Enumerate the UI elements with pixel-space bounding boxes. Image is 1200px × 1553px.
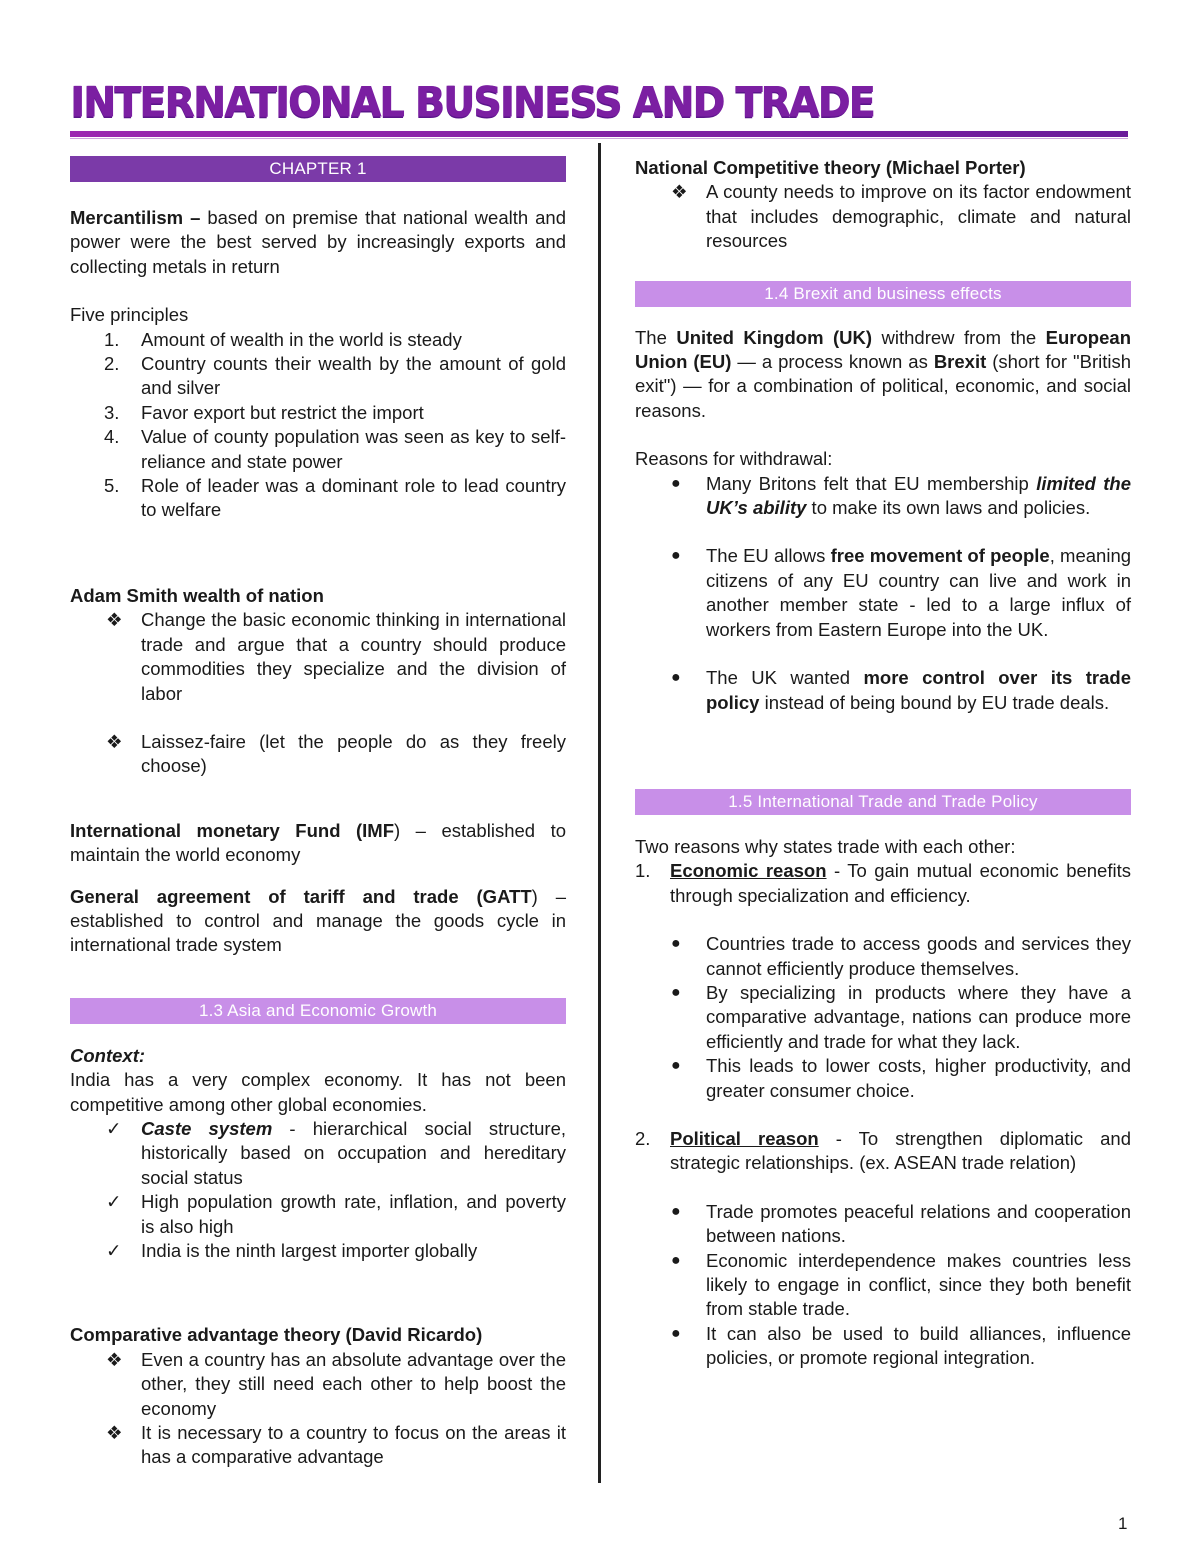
political-reason [635, 1127, 1131, 1176]
porter-heading: National Competitive theory (Michael Porter) [635, 157, 1026, 178]
reasons-heading: Reasons for withdrawal: [635, 448, 833, 470]
list-item: ❖ Even a country has an absolute advantage over the other, they still need each other to help boost the economy [106, 1348, 566, 1419]
chapter-banner: CHAPTER 1 [70, 156, 566, 182]
list-item: ● The UK wanted more control over its trade policy instead of being bound by EU trade deals. [671, 667, 1131, 713]
mercantilism-definition: Mercantilism – based on premise that national wealth and power were the best served by increasingly exports and collecting metals in return [70, 207, 567, 277]
list-item: 5. Role of leader was a dominant role to lead country to welfare [104, 475, 566, 521]
bullet-icon: ● [671, 474, 681, 492]
title-underline [70, 131, 1128, 137]
list-item: ❖ It is necessary to a country to focus on the areas it has a comparative advantage [106, 1422, 566, 1468]
diamond-bullet-icon: ❖ [106, 730, 123, 752]
bullet-icon: ● [671, 1251, 681, 1269]
context-text: India has a very complex economy. It has not been competitive among other global economies. [70, 1069, 566, 1115]
checkmark-icon: ✓ [106, 1117, 122, 1139]
list-item: 1. Amount of wealth in the world is steady [104, 328, 462, 350]
list-item: 2. Political reason - To strengthen diplomatic and strategic relationships. (ex. ASEAN trade relation) [635, 1127, 1132, 1174]
list-item: ● Countries trade to access goods and services they cannot efficiently produce themselves. [671, 933, 1131, 979]
title-underline-thin [70, 138, 1128, 139]
document-title: INTERNATIONAL BUSINESS AND TRADE [70, 78, 874, 128]
economic-reason-list [635, 932, 1131, 1103]
reasons-list [635, 472, 1131, 715]
imf-definition: International monetary Fund (IMF) – established to maintain the world economy [70, 819, 566, 866]
page-number: 1 [1118, 1514, 1128, 1533]
bullet-icon: ● [671, 1057, 681, 1075]
principles-list [70, 328, 566, 523]
list-item: ❖ Laissez-faire (let the people do as they freely choose) [106, 730, 566, 777]
india-list [70, 1117, 566, 1263]
checkmark-icon: ✓ [106, 1240, 122, 1261]
list-item: ✓ High population growth rate, inflation, and poverty is also high [106, 1191, 566, 1237]
porter-list [635, 180, 1131, 253]
ricardo-heading: Comparative advantage theory (David Ricardo) [70, 1324, 483, 1346]
list-item: ✓ India is the ninth largest importer globally [70, 1239, 566, 1263]
trade-intro: Two reasons why states trade with each other: [635, 835, 1016, 857]
list-item: ✓ Caste system - hierarchical social structure, historically based on occupation and hereditary social status [106, 1117, 566, 1188]
list-item: ● Trade promotes peaceful relations and cooperation between nations. [671, 1200, 1131, 1247]
smith-heading: Adam Smith wealth of nation [70, 584, 324, 606]
column-divider [598, 143, 601, 1483]
bullet-icon: ● [671, 547, 681, 565]
left-column [70, 156, 566, 1470]
political-reason-list [635, 1200, 1131, 1371]
diamond-bullet-icon: ❖ [106, 1348, 123, 1370]
list-item: ● It can also be used to build alliances, influence policies, or promote regional integration. [671, 1322, 1131, 1369]
economic-reason [635, 859, 1131, 908]
checkmark-icon: ✓ [106, 1191, 122, 1213]
gatt-definition: General agreement of tariff and trade (GATT) – established to control and manage the goods cycle in international trade system [70, 885, 566, 956]
list-item: ● The EU allows free movement of people, meaning citizens of any EU country can live and work in another member state - led to a large influx of workers from Eastern Europe into the UK. [671, 545, 1132, 640]
list-item: ❖ Change the basic economic thinking in international trade and argue that a country should produce commodities they specialize and the division of labor [106, 609, 566, 704]
list-item: 3. Favor export but restrict the import [104, 401, 424, 423]
bullet-icon: ● [671, 1202, 681, 1220]
ricardo-list [70, 1348, 566, 1470]
list-item: 4. Value of county population was seen as key to self-reliance and state power [104, 426, 566, 472]
context-label: Context: [70, 1044, 146, 1066]
list-item: ● Economic interdependence makes countries less likely to engage in conflict, since they both benefit from stable trade. [671, 1249, 1131, 1320]
list-item: 2. Country counts their wealth by the amount of gold and silver [104, 353, 566, 399]
asia-banner: 1.3 Asia and Economic Growth [70, 998, 566, 1024]
diamond-bullet-icon: ❖ [671, 181, 688, 203]
brexit-banner: 1.4 Brexit and business effects [635, 281, 1131, 307]
bullet-icon: ● [671, 669, 681, 687]
mercantilism-term: Mercantilism – [70, 207, 201, 228]
diamond-bullet-icon: ❖ [106, 609, 123, 631]
trade-banner: 1.5 International Trade and Trade Policy [635, 789, 1131, 815]
bullet-icon: ● [671, 935, 681, 953]
list-item: ● This leads to lower costs, higher productivity, and greater consumer choice. [671, 1055, 1131, 1101]
right-column [635, 156, 1131, 1371]
bullet-icon: ● [671, 983, 681, 1001]
bullet-icon: ● [671, 1324, 681, 1342]
diamond-bullet-icon: ❖ [106, 1422, 123, 1444]
principles-heading: Five principles [70, 304, 189, 326]
list-item: ❖ A county needs to improve on its factor endowment that includes demographic, climate and natural resources [671, 181, 1131, 252]
list-item: 1. Economic reason - To gain mutual economic benefits through specialization and efficiency. [635, 860, 1131, 906]
list-item: ● Many Britons felt that EU membership limited the UK’s ability to make its own laws and policies. [671, 472, 1131, 519]
list-item: ● By specializing in products where they have a comparative advantage, nations can produce more efficiently and trade for what they lack. [671, 981, 1131, 1052]
brexit-intro: The United Kingdom (UK) withdrew from the European Union (EU) — a process known as Brexit (short for "British exit") — for a combination of political, economic, and social reasons. [635, 326, 1132, 421]
smith-list [70, 608, 566, 778]
